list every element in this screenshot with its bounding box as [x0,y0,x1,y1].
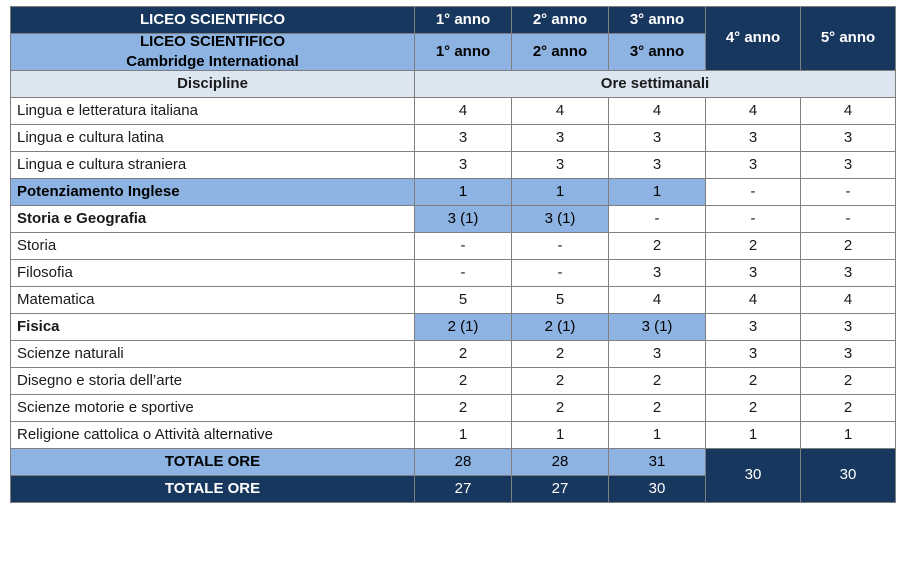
value-cell: 2 [609,233,706,260]
year-5-header: 5° anno [801,7,896,71]
table-row [11,287,896,314]
subject-cell: Matematica [11,287,415,314]
value-cell: 4 [801,98,896,125]
value-cell: - [706,179,801,206]
value-cell: - [801,179,896,206]
value-cell: 3 [801,152,896,179]
subject-cell: Scienze naturali [11,341,415,368]
total-value-standard: 30 [609,476,706,503]
value-cell: - [415,260,512,287]
subject-cell: Disegno e storia dell’arte [11,368,415,395]
value-cell: 1 [609,422,706,449]
table-row [11,152,896,179]
value-cell: 3 [415,152,512,179]
value-cell: 4 [415,98,512,125]
value-cell: 1 [415,179,512,206]
value-cell: 1 [512,422,609,449]
value-cell: 2 [706,368,801,395]
value-cell: 2 [512,341,609,368]
value-cell: 3 (1) [512,206,609,233]
value-cell: - [415,233,512,260]
value-cell: 3 [706,341,801,368]
subject-cell: Lingua e cultura straniera [11,152,415,179]
value-cell: - [609,206,706,233]
subject-cell: Lingua e letteratura italiana [11,98,415,125]
value-cell: 4 [706,287,801,314]
value-cell: 2 [609,368,706,395]
subject-cell: Religione cattolica o Attività alternative [11,422,415,449]
table-row [11,98,896,125]
value-cell: 2 [706,395,801,422]
year-1-standard: 1° anno [415,7,512,34]
totals-row-cambridge [11,449,896,476]
subject-cell: Filosofia [11,260,415,287]
value-cell: 1 [512,179,609,206]
table-row [11,233,896,260]
column-labels-row [11,71,896,98]
cambridge-title [11,34,415,71]
total-value-standard: 27 [512,476,609,503]
value-cell: 3 [801,125,896,152]
value-cell: 4 [609,98,706,125]
subject-cell: Potenziamento Inglese [11,179,415,206]
value-cell: 3 (1) [415,206,512,233]
curriculum-table [10,6,896,503]
value-cell: 3 [706,152,801,179]
year-2-cambridge: 2° anno [512,34,609,71]
total-value-shared: 30 [706,449,801,503]
value-cell: - [801,206,896,233]
value-cell: 3 (1) [609,314,706,341]
total-value-cambridge: 31 [609,449,706,476]
weekly-hours-label: Ore settimanali [415,71,896,98]
total-label-standard: TOTALE ORE [11,476,415,503]
value-cell: 2 (1) [415,314,512,341]
value-cell: 3 [609,125,706,152]
value-cell: 3 [512,152,609,179]
table-row [11,341,896,368]
subject-cell: Lingua e cultura latina [11,125,415,152]
value-cell: 5 [512,287,609,314]
value-cell: 3 [609,341,706,368]
value-cell: 1 [609,179,706,206]
value-cell: 1 [801,422,896,449]
year-2-standard: 2° anno [512,7,609,34]
value-cell: 2 [801,368,896,395]
subject-cell: Fisica [11,314,415,341]
value-cell: - [512,260,609,287]
value-cell: 4 [801,287,896,314]
cambridge-title-line1: LICEO SCIENTIFICO [139,33,285,50]
value-cell: 4 [706,98,801,125]
year-3-cambridge: 3° anno [609,34,706,71]
table-row [11,125,896,152]
table-row-fisica [11,314,896,341]
value-cell: 2 [512,368,609,395]
table-row [11,368,896,395]
value-cell: 2 [801,395,896,422]
value-cell: 2 [415,395,512,422]
year-3-standard: 3° anno [609,7,706,34]
value-cell: 3 [609,152,706,179]
total-value-standard: 27 [415,476,512,503]
disciplines-label: Discipline [11,71,415,98]
table-row-storia-geografia [11,206,896,233]
value-cell: 4 [609,287,706,314]
value-cell: 4 [512,98,609,125]
table-row [11,422,896,449]
value-cell: 3 [706,314,801,341]
value-cell: 3 [512,125,609,152]
value-cell: 2 [801,233,896,260]
table-row [11,395,896,422]
value-cell: 3 [801,341,896,368]
year-1-cambridge: 1° anno [415,34,512,71]
value-cell: - [706,206,801,233]
value-cell: 3 [706,125,801,152]
value-cell: - [512,233,609,260]
value-cell: 2 [415,341,512,368]
value-cell: 1 [415,422,512,449]
value-cell: 2 (1) [512,314,609,341]
value-cell: 2 [609,395,706,422]
value-cell: 2 [706,233,801,260]
year-4-header: 4° anno [706,7,801,71]
value-cell: 3 [801,314,896,341]
cambridge-title-line2: Cambridge International [126,52,299,70]
table-row [11,260,896,287]
subject-cell: Storia [11,233,415,260]
value-cell: 2 [512,395,609,422]
value-cell: 3 [609,260,706,287]
subject-cell: Scienze motorie e sportive [11,395,415,422]
header-row-standard [11,7,896,34]
value-cell: 5 [415,287,512,314]
total-value-cambridge: 28 [415,449,512,476]
total-value-shared: 30 [801,449,896,503]
value-cell: 2 [415,368,512,395]
value-cell: 3 [706,260,801,287]
subject-cell: Storia e Geografia [11,206,415,233]
total-label-cambridge: TOTALE ORE [11,449,415,476]
total-value-cambridge: 28 [512,449,609,476]
value-cell: 3 [415,125,512,152]
value-cell: 3 [801,260,896,287]
table-row-potenziamento [11,179,896,206]
value-cell: 1 [706,422,801,449]
program-title: LICEO SCIENTIFICO [11,7,415,34]
